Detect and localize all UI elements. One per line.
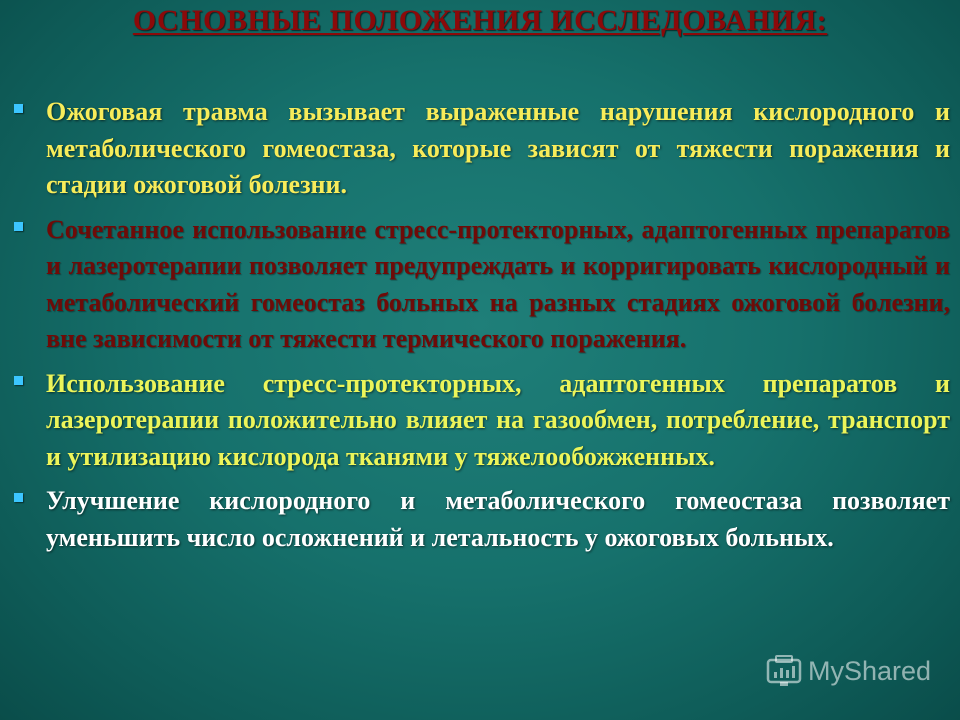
square-bullet-icon [14,376,23,385]
myshared-logo-icon [766,654,802,688]
bullet-item-4 [16,483,950,556]
bullet-list [16,94,950,564]
myshared-watermark[interactable] [766,654,931,688]
bullet-item-2 [16,212,950,358]
bullet-text: Использование стресс-протекторных, адаптогенных препаратов и лазеротерапии положительно влияет на газообмен, потребление, транспорт и утилизацию кислорода тканями у тяжелообожженных. [46,368,950,471]
bullet-text: Улучшение кислородного и метаболического гомеостаза позволяет уменьшить число осложнений и летальность у ожоговых больных. [46,486,950,552]
bullet-item-1 [16,94,950,204]
slide-title: ОСНОВНЫЕ ПОЛОЖЕНИЯ ИССЛЕДОВАНИЯ: [132,4,828,37]
square-bullet-icon [14,104,23,113]
bullet-text: Сочетанное использование стресс-протекторных, адаптогенных препаратов и лазеротерапии позволяет предупреждать и корригировать кислородный и метаболический гомеостаз больных на разных стадиях ожоговой болезни, вне зависимости от тяжести термического поражения. [46,214,950,353]
square-bullet-icon [14,222,23,231]
square-bullet-icon [14,493,23,502]
bullet-text: Ожоговая травма вызывает выраженные нарушения кислородного и метаболического гомеостаза, которые зависят от тяжести поражения и стадии ожоговой болезни. [46,97,950,199]
watermark-text: MyShared [808,655,932,686]
bullet-item-3 [16,366,950,476]
